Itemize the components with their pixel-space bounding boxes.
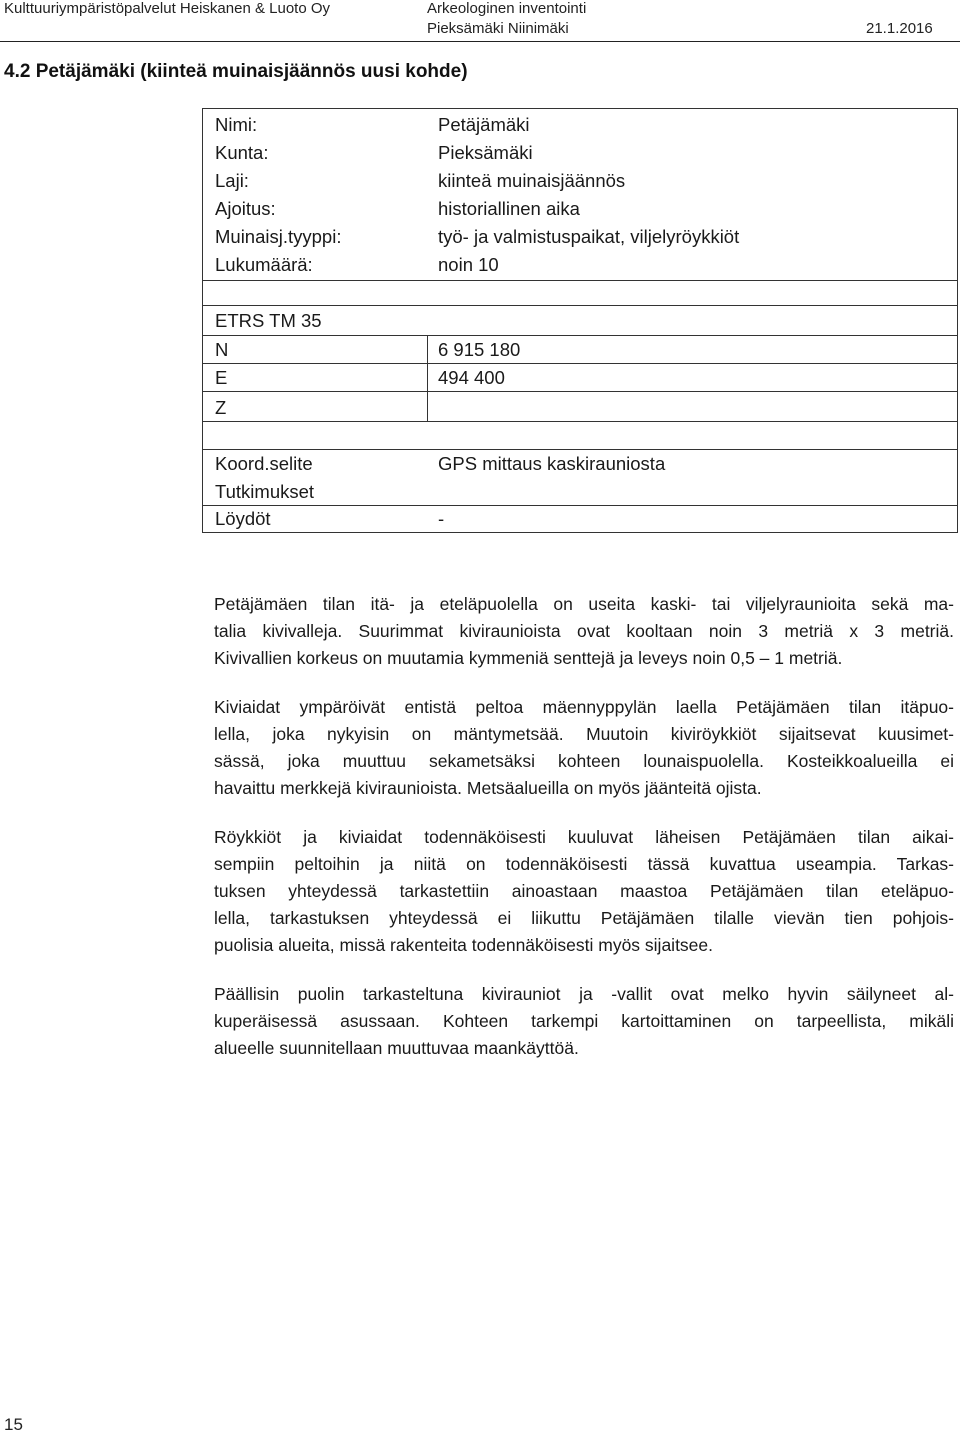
info-crs: ETRS TM 35: [215, 310, 322, 331]
info-block-selite: [202, 449, 958, 505]
paragraph-line: sempiin peltoihin ja niitä on todennäköisesti tässä kuvattua useampia. Tarkas-: [214, 854, 954, 874]
info-value-nimi: Petäjämäki: [438, 114, 530, 135]
info-key-lukumaara: Lukumäärä:: [215, 254, 313, 275]
info-spacer-row: [202, 280, 958, 305]
info-key-tutkimukset: Tutkimukset: [215, 481, 315, 502]
info-key-n: N: [215, 339, 229, 360]
header-date: 21.1.2016: [866, 20, 933, 37]
info-key-laji: Laji:: [215, 170, 249, 191]
paragraph-line: lella, joka nykyisin on mäntymetsää. Muutoin kiviröykkiöt sijaitsevat kuusimet-: [214, 724, 954, 744]
info-key-kunta: Kunta:: [215, 142, 269, 163]
paragraph-line: sässä, joka muuttuu sekametsäksi kohteen lounaispuolella. Kosteikkoalueilla ei: [214, 751, 954, 771]
info-block-main: [202, 108, 958, 280]
info-value-tyyppi: työ- ja valmistuspaikat, viljelyröykkiöt: [438, 226, 740, 247]
info-table: [202, 108, 958, 533]
body-text: [214, 591, 954, 1084]
paragraph-line: havaittu merkkejä kiviraunioista. Metsäalueilla on myös jäänteitä ojista.: [214, 778, 762, 798]
info-value-koord-selite: GPS mittaus kaskirauniosta: [438, 453, 666, 474]
info-coord-row-n: [202, 335, 958, 363]
header-doc-title: Arkeologinen inventointi: [427, 0, 587, 17]
info-value-n: 6 915 180: [438, 339, 521, 360]
info-coord-row-z: [202, 391, 958, 421]
paragraph-line: Kivivallien korkeus on muutamia kymmeniä senttejä ja leveys noin 0,5 – 1 metriä.: [214, 648, 843, 668]
paragraph: [214, 981, 954, 1062]
info-value-kunta: Pieksämäki: [438, 142, 533, 163]
cell-divider: [427, 336, 428, 363]
info-coord-row-e: [202, 363, 958, 391]
info-key-koord-selite: Koord.selite: [215, 453, 313, 474]
paragraph: [214, 591, 954, 672]
info-key-z: Z: [215, 397, 227, 418]
info-key-nimi: Nimi:: [215, 114, 258, 135]
paragraph: [214, 694, 954, 802]
info-key-loydot: Löydöt: [215, 508, 271, 529]
paragraph-line: Röykkiöt ja kiviaidat todennäköisesti kuuluvat läheisen Petäjämäen tilan aikai-: [214, 827, 954, 847]
paragraph-line: Kiviaidat ympäröivät entistä peltoa mäennyppylän laella Petäjämäen tilan itäpuo-: [214, 697, 954, 717]
header-place: Pieksämäki Niinimäki: [427, 20, 569, 37]
info-key-tyyppi: Muinaisj.tyyppi:: [215, 226, 342, 247]
info-key-ajoitus: Ajoitus:: [215, 198, 276, 219]
header-rule: [0, 41, 960, 42]
paragraph-line: Petäjämäen tilan itä- ja eteläpuolella on useita kaski- tai viljelyraunioita sekä ma-: [214, 594, 954, 614]
info-value-ajoitus: historiallinen aika: [438, 198, 580, 219]
paragraph-line: puolisia alueita, missä rakenteita todennäköisesti myös sijaitsee.: [214, 935, 714, 955]
cell-divider: [427, 392, 428, 421]
info-value-lukumaara: noin 10: [438, 254, 499, 275]
cell-divider: [427, 364, 428, 391]
paragraph-line: tuksen yhteydessä tarkastettiin ainoastaan maastoa Petäjämäen tilan eteläpuo-: [214, 881, 954, 901]
paragraph-line: alueelle suunnitellaan muuttuvaa maankäyttöä.: [214, 1038, 579, 1058]
paragraph-line: kuperäisessä asussaan. Kohteen tarkempi kartoittaminen on tarpeellista, mikäli: [214, 1011, 954, 1031]
info-key-e: E: [215, 367, 228, 388]
paragraph-line: lella, tarkastuksen yhteydessä ei liikuttu Petäjämäen tilalle vievän tien pohjois-: [214, 908, 954, 928]
paragraph: [214, 824, 954, 959]
info-value-loydot: -: [438, 508, 445, 529]
info-crs-row: [202, 305, 958, 335]
paragraph-line: Päällisin puolin tarkasteltuna kivirauniot ja -vallit ovat melko hyvin säilyneet al-: [214, 984, 954, 1004]
header-company: Kulttuuriympäristöpalvelut Heiskanen & Luoto Oy: [4, 0, 331, 17]
info-value-e: 494 400: [438, 367, 505, 388]
info-row-loydot: [202, 505, 958, 533]
section-heading: 4.2 Petäjämäki (kiinteä muinaisjäännös uusi kohde): [4, 61, 468, 82]
info-value-laji: kiinteä muinaisjäännös: [438, 170, 626, 191]
info-spacer-row-2: [202, 421, 958, 449]
paragraph-line: talia kivivalleja. Suurimmat kiviraunioista ovat kooltaan noin 3 metriä x 3 metriä.: [214, 621, 954, 641]
page-number: 15: [4, 1415, 23, 1434]
